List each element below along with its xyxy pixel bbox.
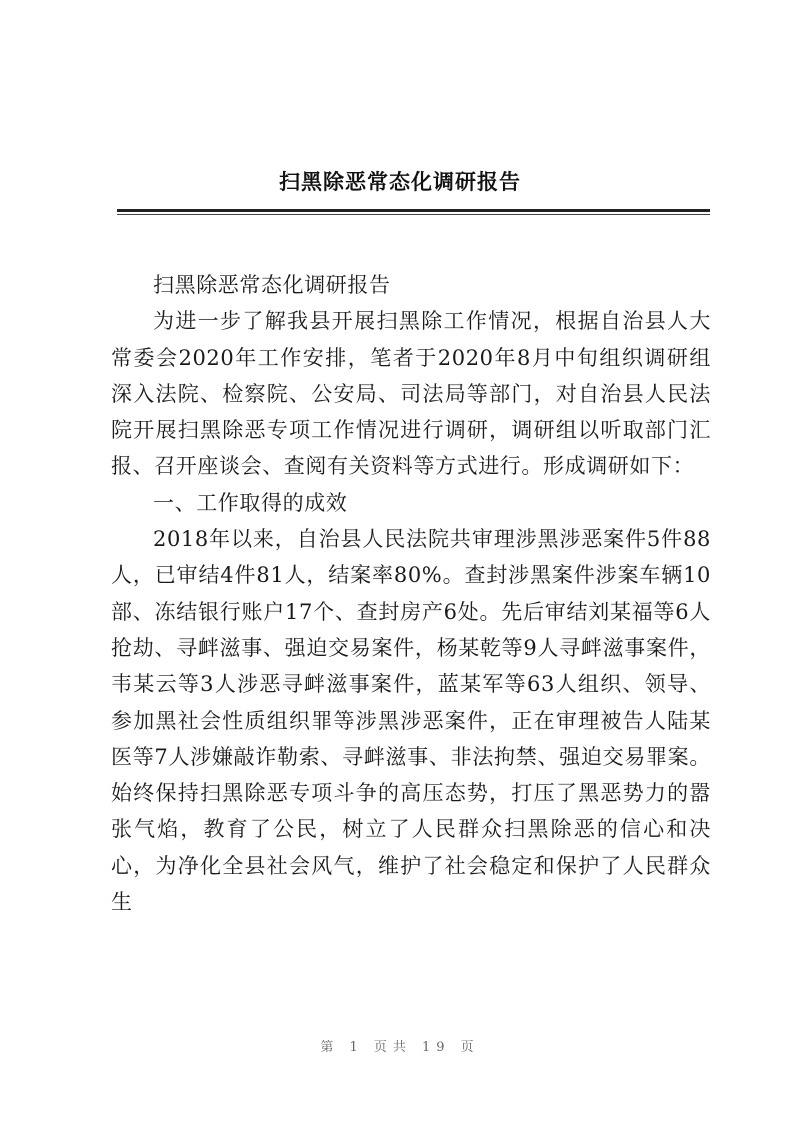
results-paragraph: 2018年以来，自治县人民法院共审理涉黑涉恶案件5件88人，已审结4件81人，结案率80%。查封涉黑案件涉案车辆10部、冻结银行账户17个、查封房产6处。先后审结刘某福等6人抢劫、寻衅滋事、强迫交易案件，杨某乾等9人寻衅滋事案件，韦某云等3人涉恶寻衅滋事案件，蓝某军等63人组织、领导、参加黑社会性质组织罪等涉黑涉恶案件，正在审理被告人陆某医等7人涉嫌敲诈勒索、寻衅滋事、非法拘禁、强迫交易罪案。始终保持扫黑除恶专项斗争的高压态势，打压了黑恶势力的嚣张气焰，教育了公民，树立了人民群众扫黑除恶的信心和决心，为净化全县社会风气，维护了社会稳定和保护了人民群众生 bbox=[111, 527, 711, 915]
page-header-title: 扫黑除恶常态化调研报告 bbox=[279, 170, 521, 194]
intro-paragraph: 为进一步了解我县开展扫黑除工作情况，根据自治县人大常委会2020年工作安排，笔者于2020年8月中旬组织调研组深入法院、检察院、公安局、司法局等部门，对自治县人民法院开展扫黑除恶专项工作情况进行调研，调研组以听取部门汇报、召开座谈会、查阅有关资料等方式进行。形成调研如下： bbox=[111, 309, 711, 479]
header-divider-thick bbox=[117, 209, 710, 212]
section-heading: 一、工作取得的成效 bbox=[153, 490, 348, 515]
header-divider-thin bbox=[117, 214, 710, 215]
document-body bbox=[111, 267, 711, 920]
page-footer: 第 1 页共 19 页 bbox=[320, 1040, 480, 1055]
document-title-paragraph: 扫黑除恶常态化调研报告 bbox=[153, 273, 391, 297]
